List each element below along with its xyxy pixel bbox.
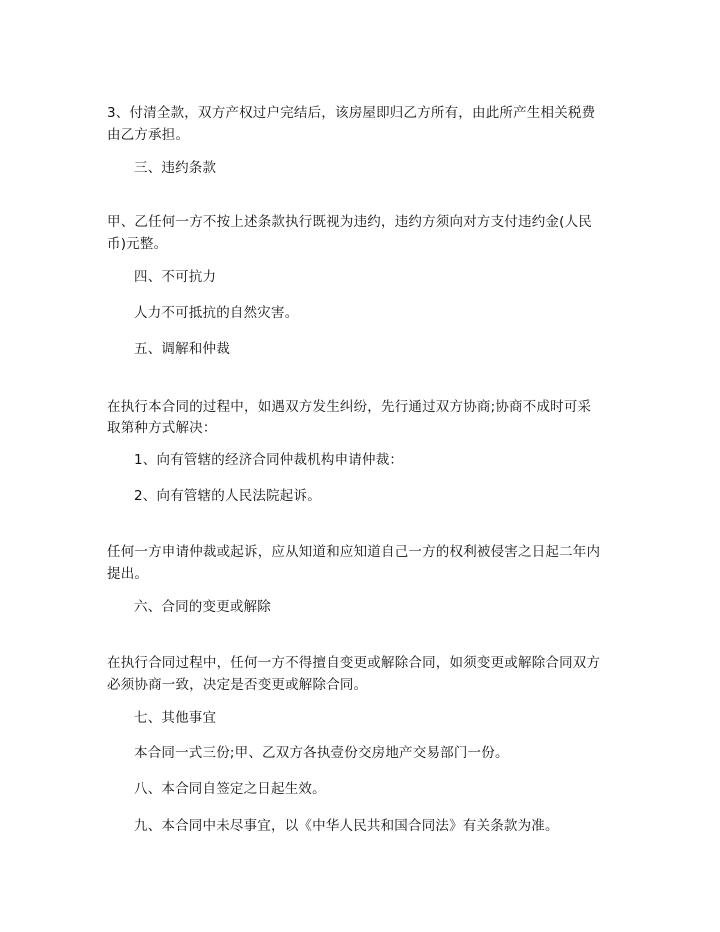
force-majeure-paragraph: 人力不可抵抗的自然灾害。 (134, 305, 299, 321)
section-heading-mediation: 五、调解和仲裁 (134, 341, 230, 357)
section-heading-force-majeure: 四、不可抗力 (134, 269, 217, 285)
section-unresolved-matters: 九、本合同中未尽事宜，以《中华人民共和国合同法》有关条款为准。 (134, 818, 559, 834)
mediation-paragraph-line-1: 在执行本合同的过程中，如遇双方发生纠纷，先行通过双方协商;协商不成时可采 (107, 399, 592, 415)
breach-paragraph-line-2: 币)元整。 (107, 236, 168, 252)
other-paragraph: 本合同一式三份;甲、乙双方各执壹份交房地产交易部门一份。 (134, 745, 509, 761)
section-heading-breach: 三、违约条款 (134, 160, 217, 176)
clause-3-line-1: 3、付清全款，双方产权过户完结后，该房屋即归乙方所有，由此所产生相关税费 (107, 105, 596, 121)
amendment-paragraph-line-2: 必须协商一致，决定是否变更或解除合同。 (107, 677, 368, 693)
mediation-option-1: 1、向有管辖的经济合同仲裁机构申请仲裁： (134, 452, 404, 468)
breach-paragraph-line-1: 甲、乙任何一方不按上述条款执行既视为违约，违约方须向对方支付违约金(人民 (107, 214, 592, 230)
amendment-paragraph-line-1: 在执行合同过程中，任何一方不得擅自变更或解除合同，如须变更或解除合同双方 (107, 655, 601, 671)
mediation-option-2: 2、向有管辖的人民法院起诉。 (134, 488, 321, 504)
section-heading-amendment: 六、合同的变更或解除 (134, 599, 271, 615)
limitation-paragraph-line-2: 提出。 (107, 566, 149, 582)
section-effective-date: 八、本合同自签定之日起生效。 (134, 781, 326, 797)
mediation-paragraph-line-2: 取第种方式解决： (107, 420, 217, 436)
clause-3-line-2: 由乙方承担。 (107, 127, 190, 143)
limitation-paragraph-line-1: 任何一方申请仲裁或起诉，应从知道和应知道自己一方的权利被侵害之日起二年内 (107, 544, 601, 560)
section-heading-other: 七、其他事宜 (134, 710, 217, 726)
